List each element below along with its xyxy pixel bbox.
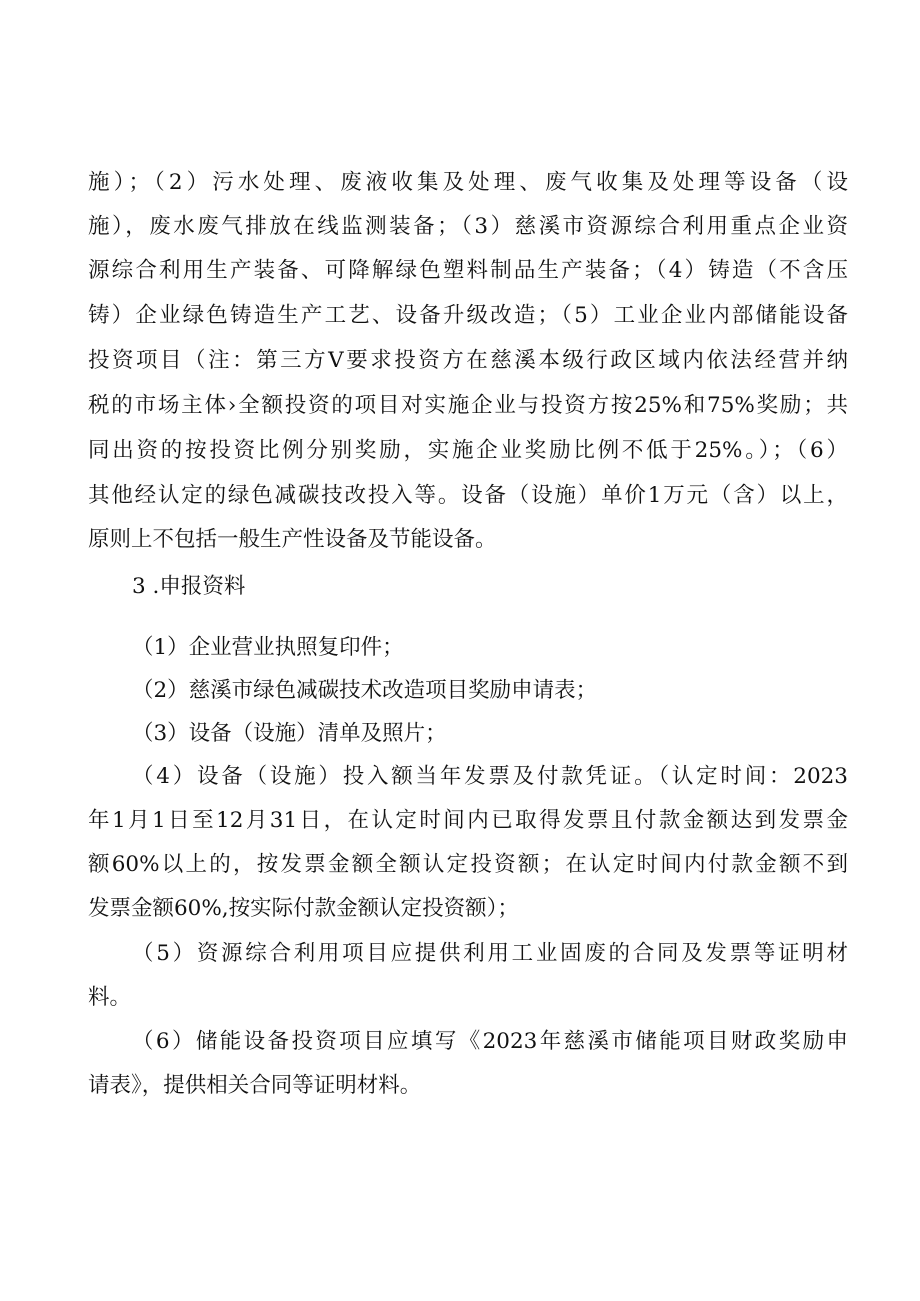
text-line: 同出资的按投资比例分别奖励，实施企业奖励比例不低于25%。）；（6） [88,438,848,463]
list-item: （3）设备（设施）清单及照片； [132,721,447,746]
text-line: 发票金额60%,按实际付款金额认定投资额）； [88,896,519,921]
text-line: 料。 [88,985,132,1010]
text-line: 其他经认定的绿色减碳技改投入等。设备（设施）单价1万元（含）以上， [88,483,848,508]
text-line: 源综合利用生产装备、可降解绿色塑料制品生产装备；（4）铸造（不含压 [88,258,848,283]
section-heading: 3 .申报资料 [132,574,246,599]
list-item: （2）慈溪市绿色减碳技术改造项目奖励申请表； [132,678,598,703]
text-line: （6）储能设备投资项目应填写《2023年慈溪市储能项目财政奖励申 [132,1029,848,1054]
list-item: （1）企业营业执照复印件； [132,635,404,660]
text-line: 请表》，提供相关合同等证明材料。 [88,1073,422,1098]
text-line: 施）；（2）污水处理、废液收集及处理、废气收集及处理等设备（设 [88,170,848,195]
text-line: 投资项目（注：第三方V要求投资方在慈溪本级行政区域内依法经营并纳 [88,348,848,373]
text-line: （4）设备（设施）投入额当年发票及付款凭证。（认定时间：2023 [132,764,848,789]
text-line: （5）资源综合利用项目应提供利用工业固废的合同及发票等证明材 [132,941,848,966]
text-line: 年1月1日至12月31日，在认定时间内已取得发票且付款金额达到发票金 [88,808,848,833]
text-line: 施），废水废气排放在线监测装备；（3）慈溪市资源综合利用重点企业资 [88,214,848,239]
text-line: 原则上不包括一般生产性设备及节能设备。 [88,527,497,552]
text-line: 铸）企业绿色铸造生产工艺、设备升级改造；（5）工业企业内部储能设备 [88,303,848,328]
text-line: 税的市场主体›全额投资的项目对实施企业与投资方按25%和75%奖励；共 [88,393,848,418]
text-line: 额60%以上的，按发票金额全额认定投资额；在认定时间内付款金额不到 [88,852,848,877]
